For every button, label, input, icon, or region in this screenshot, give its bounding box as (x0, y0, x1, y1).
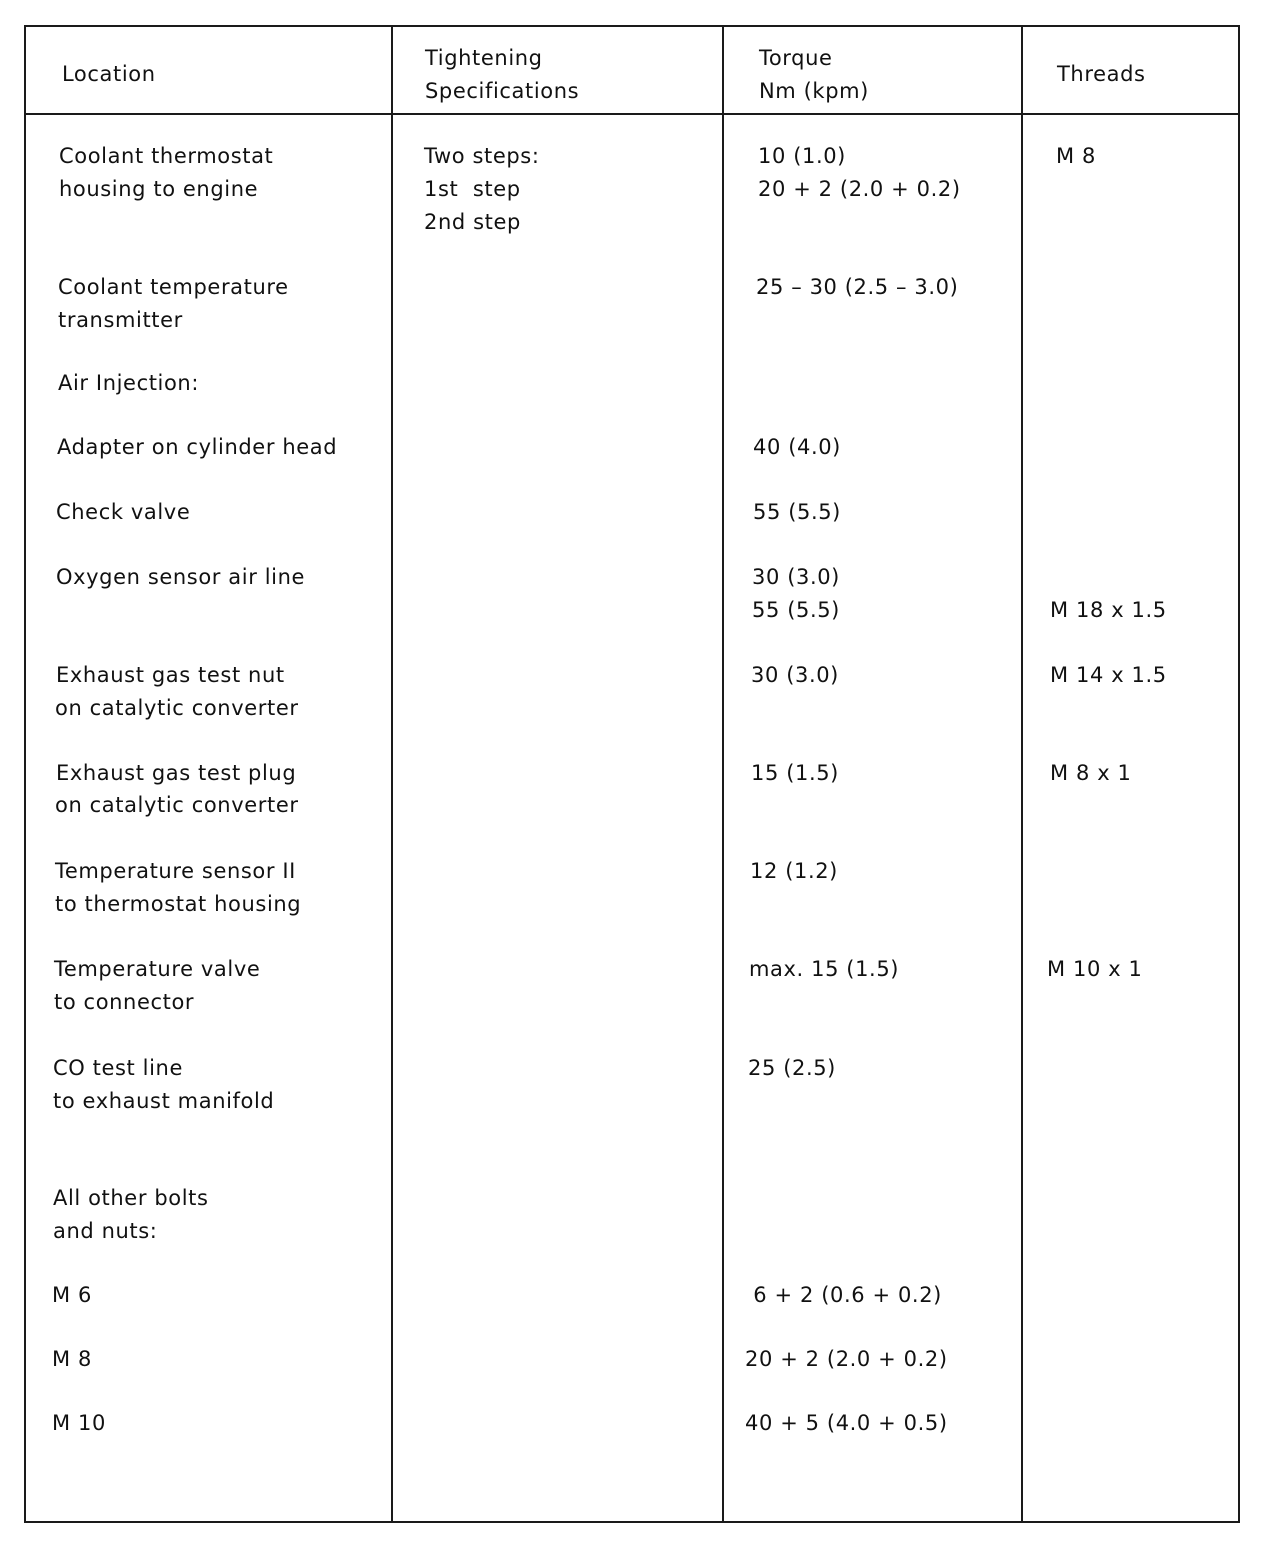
row-9-torque: max. 15 (1.5) (749, 957, 900, 981)
row-11-location-line-1: All other bolts (53, 1186, 209, 1210)
row-1-location-line-2: transmitter (58, 308, 183, 332)
row-6-threads: M 14 x 1.5 (1050, 663, 1167, 687)
header-threads: Threads (1057, 62, 1146, 86)
row-0-threads: M 8 (1056, 144, 1096, 168)
row-5-torque-line-2: 55 (5.5) (752, 598, 840, 622)
row-8-location-line-2: to thermostat housing (55, 892, 302, 916)
row-9-threads: M 10 x 1 (1047, 957, 1143, 981)
row-13-torque: 20 + 2 (2.0 + 0.2) (745, 1347, 948, 1371)
row-10-location-line-2: to exhaust manifold (53, 1089, 275, 1113)
row-7-threads: M 8 x 1 (1050, 761, 1132, 785)
row-6-location-line-1: Exhaust gas test nut (56, 663, 285, 687)
row-14-location: M 10 (52, 1411, 106, 1435)
header-torque-line-2: Nm (kpm) (759, 79, 869, 103)
row-5-threads: M 18 x 1.5 (1050, 598, 1167, 622)
row-5-location: Oxygen sensor air line (56, 565, 305, 589)
row-9-location-line-2: to connector (54, 990, 195, 1014)
column-divider-1 (391, 27, 393, 1521)
row-10-torque: 25 (2.5) (748, 1056, 836, 1080)
row-8-torque: 12 (1.2) (750, 859, 838, 883)
row-0-tightening-line-3: 2nd step (424, 210, 521, 234)
row-1-torque: 25 – 30 (2.5 – 3.0) (756, 275, 959, 299)
row-3-torque: 40 (4.0) (753, 435, 841, 459)
row-12-location: M 6 (52, 1283, 92, 1307)
row-6-torque: 30 (3.0) (751, 663, 839, 687)
row-0-tightening-line-1: Two steps: (424, 144, 540, 168)
header-torque-line-1: Torque (759, 46, 833, 70)
column-divider-3 (1021, 27, 1023, 1521)
row-2-location: Air Injection: (58, 371, 200, 395)
header-tightening-line-1: Tightening (425, 46, 543, 70)
row-10-location-line-1: CO test line (53, 1056, 183, 1080)
row-7-location-line-2: on catalytic converter (55, 793, 299, 817)
row-11-location-line-2: and nuts: (53, 1219, 158, 1243)
row-7-location-line-1: Exhaust gas test plug (56, 761, 297, 785)
row-4-location: Check valve (56, 500, 191, 524)
row-3-location: Adapter on cylinder head (57, 435, 338, 459)
row-4-torque: 55 (5.5) (753, 500, 841, 524)
row-0-tightening-line-2: 1st step (424, 177, 521, 201)
row-7-torque: 15 (1.5) (751, 761, 839, 785)
column-divider-2 (722, 27, 724, 1521)
header-tightening-line-2: Specifications (425, 79, 580, 103)
row-0-location-line-2: housing to engine (59, 177, 259, 201)
row-6-location-line-2: on catalytic converter (55, 696, 299, 720)
torque-spec-table (24, 25, 1240, 1523)
row-0-torque-line-1: 10 (1.0) (758, 144, 846, 168)
row-0-location-line-1: Coolant thermostat (59, 144, 274, 168)
row-13-location: M 8 (52, 1347, 92, 1371)
header-location: Location (62, 62, 156, 86)
header-divider (26, 113, 1238, 115)
row-12-torque: 6 + 2 (0.6 + 0.2) (746, 1283, 942, 1307)
row-9-location-line-1: Temperature valve (54, 957, 261, 981)
row-8-location-line-1: Temperature sensor II (55, 859, 296, 883)
row-14-torque: 40 + 5 (4.0 + 0.5) (745, 1411, 948, 1435)
row-5-torque-line-1: 30 (3.0) (752, 565, 840, 589)
row-0-torque-line-2: 20 + 2 (2.0 + 0.2) (758, 177, 961, 201)
row-1-location-line-1: Coolant temperature (58, 275, 289, 299)
